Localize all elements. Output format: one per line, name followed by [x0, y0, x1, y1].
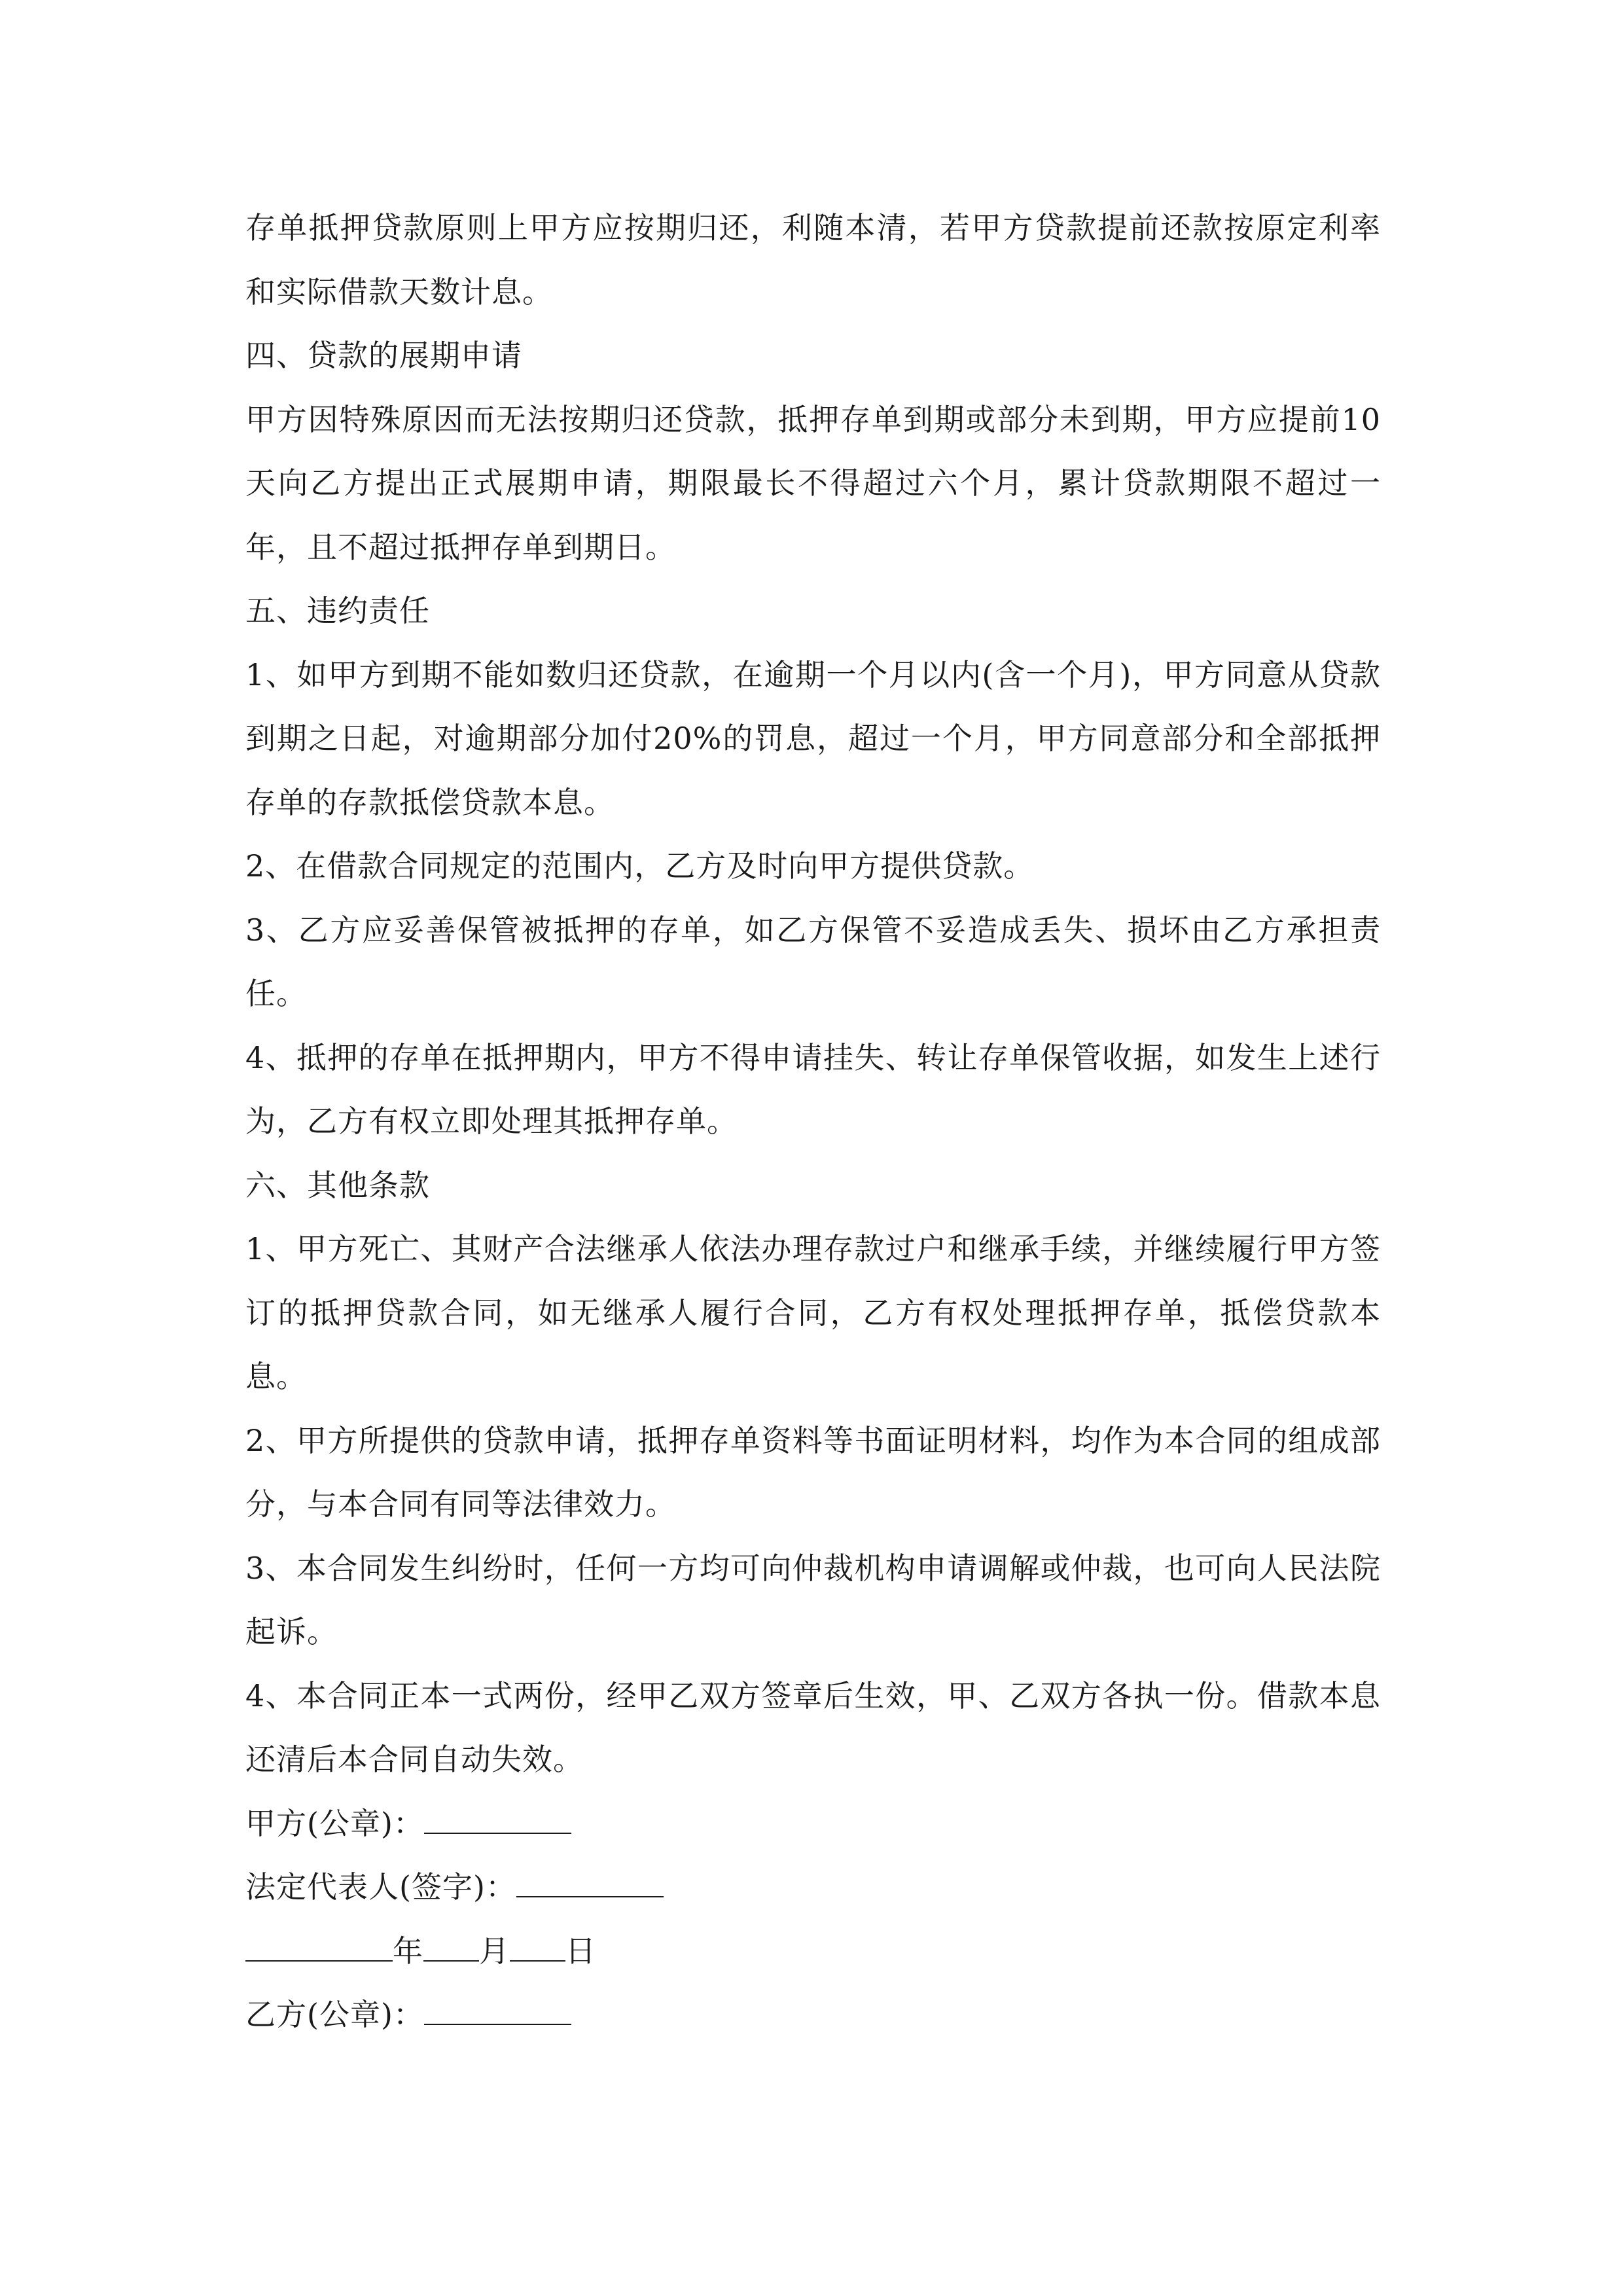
- clause-other-1: 1、甲方死亡、其财产合法继承人依法办理存款过户和继承手续，并继续履行甲方签订的抵押贷款合同，如无继承人履行合同，乙方有权处理抵押存单，抵偿贷款本息。: [245, 1231, 1381, 1394]
- clause-liability-4: 4、抵押的存单在抵押期内，甲方不得申请挂失、转让存单保管收据，如发生上述行为，乙方有权立即处理其抵押存单。: [245, 1039, 1381, 1139]
- clause-other-3: 3、本合同发生纠纷时，任何一方均可向仲裁机构申请调解或仲裁，也可向人民法院起诉。: [245, 1550, 1381, 1649]
- date-line: [245, 1920, 1381, 1984]
- date-month-blank[interactable]: [423, 1920, 479, 1962]
- clause-liability-3: 3、乙方应妥善保管被抵押的存单，如乙方保管不妥造成丢失、损坏由乙方承担责任。: [245, 912, 1381, 1011]
- paragraph-interest-terms: 存单抵押贷款原则上甲方应按期归还，利随本清，若甲方贷款提前还款按原定利率和实际借款天数计息。: [245, 210, 1381, 310]
- date-day-blank[interactable]: [510, 1920, 565, 1962]
- date-year-label: 年: [393, 1933, 423, 1969]
- clause-other-4: 4、本合同正本一式两份，经甲乙双方签章后生效，甲、乙双方各执一份。借款本息还清后本合同自动失效。: [245, 1677, 1381, 1777]
- date-month-label: 月: [479, 1933, 510, 1969]
- document-body: [245, 196, 1381, 2047]
- party-b-seal-blank[interactable]: [424, 1983, 571, 2025]
- section-heading-liability: 五、违约责任: [245, 593, 430, 628]
- legal-rep-label: 法定代表人(签字)：: [245, 1869, 516, 1905]
- party-b-seal-line: [245, 1983, 1381, 2047]
- legal-rep-signature-line: [245, 1856, 1381, 1920]
- clause-liability-2: 2、在借款合同规定的范围内，乙方及时向甲方提供贷款。: [245, 848, 1035, 884]
- party-a-seal-label: 甲方(公章)：: [245, 1805, 424, 1841]
- party-a-seal-blank[interactable]: [424, 1792, 571, 1834]
- party-a-seal-line: [245, 1792, 1381, 1856]
- section-heading-extension: 四、贷款的展期申请: [245, 338, 522, 373]
- clause-liability-1: 1、如甲方到期不能如数归还贷款，在逾期一个月以内(含一个月)，甲方同意从贷款到期之日起，对逾期部分加付20%的罚息，超过一个月，甲方同意部分和全部抵押存单的存款抵偿贷款本息。: [245, 656, 1381, 820]
- party-b-seal-label: 乙方(公章)：: [245, 1997, 424, 2032]
- date-day-label: 日: [565, 1933, 596, 1969]
- legal-rep-signature-blank[interactable]: [516, 1856, 664, 1897]
- clause-other-2: 2、甲方所提供的贷款申请，抵押存单资料等书面证明材料，均作为本合同的组成部分，与本合同有同等法律效力。: [245, 1422, 1381, 1522]
- section-heading-other-terms: 六、其他条款: [245, 1167, 430, 1203]
- date-year-blank[interactable]: [245, 1920, 393, 1962]
- paragraph-extension-terms: 甲方因特殊原因而无法按期归还贷款，抵押存单到期或部分未到期，甲方应提前10天向乙方提出正式展期申请，期限最长不得超过六个月，累计贷款期限不超过一年，且不超过抵押存单到期日。: [245, 401, 1381, 565]
